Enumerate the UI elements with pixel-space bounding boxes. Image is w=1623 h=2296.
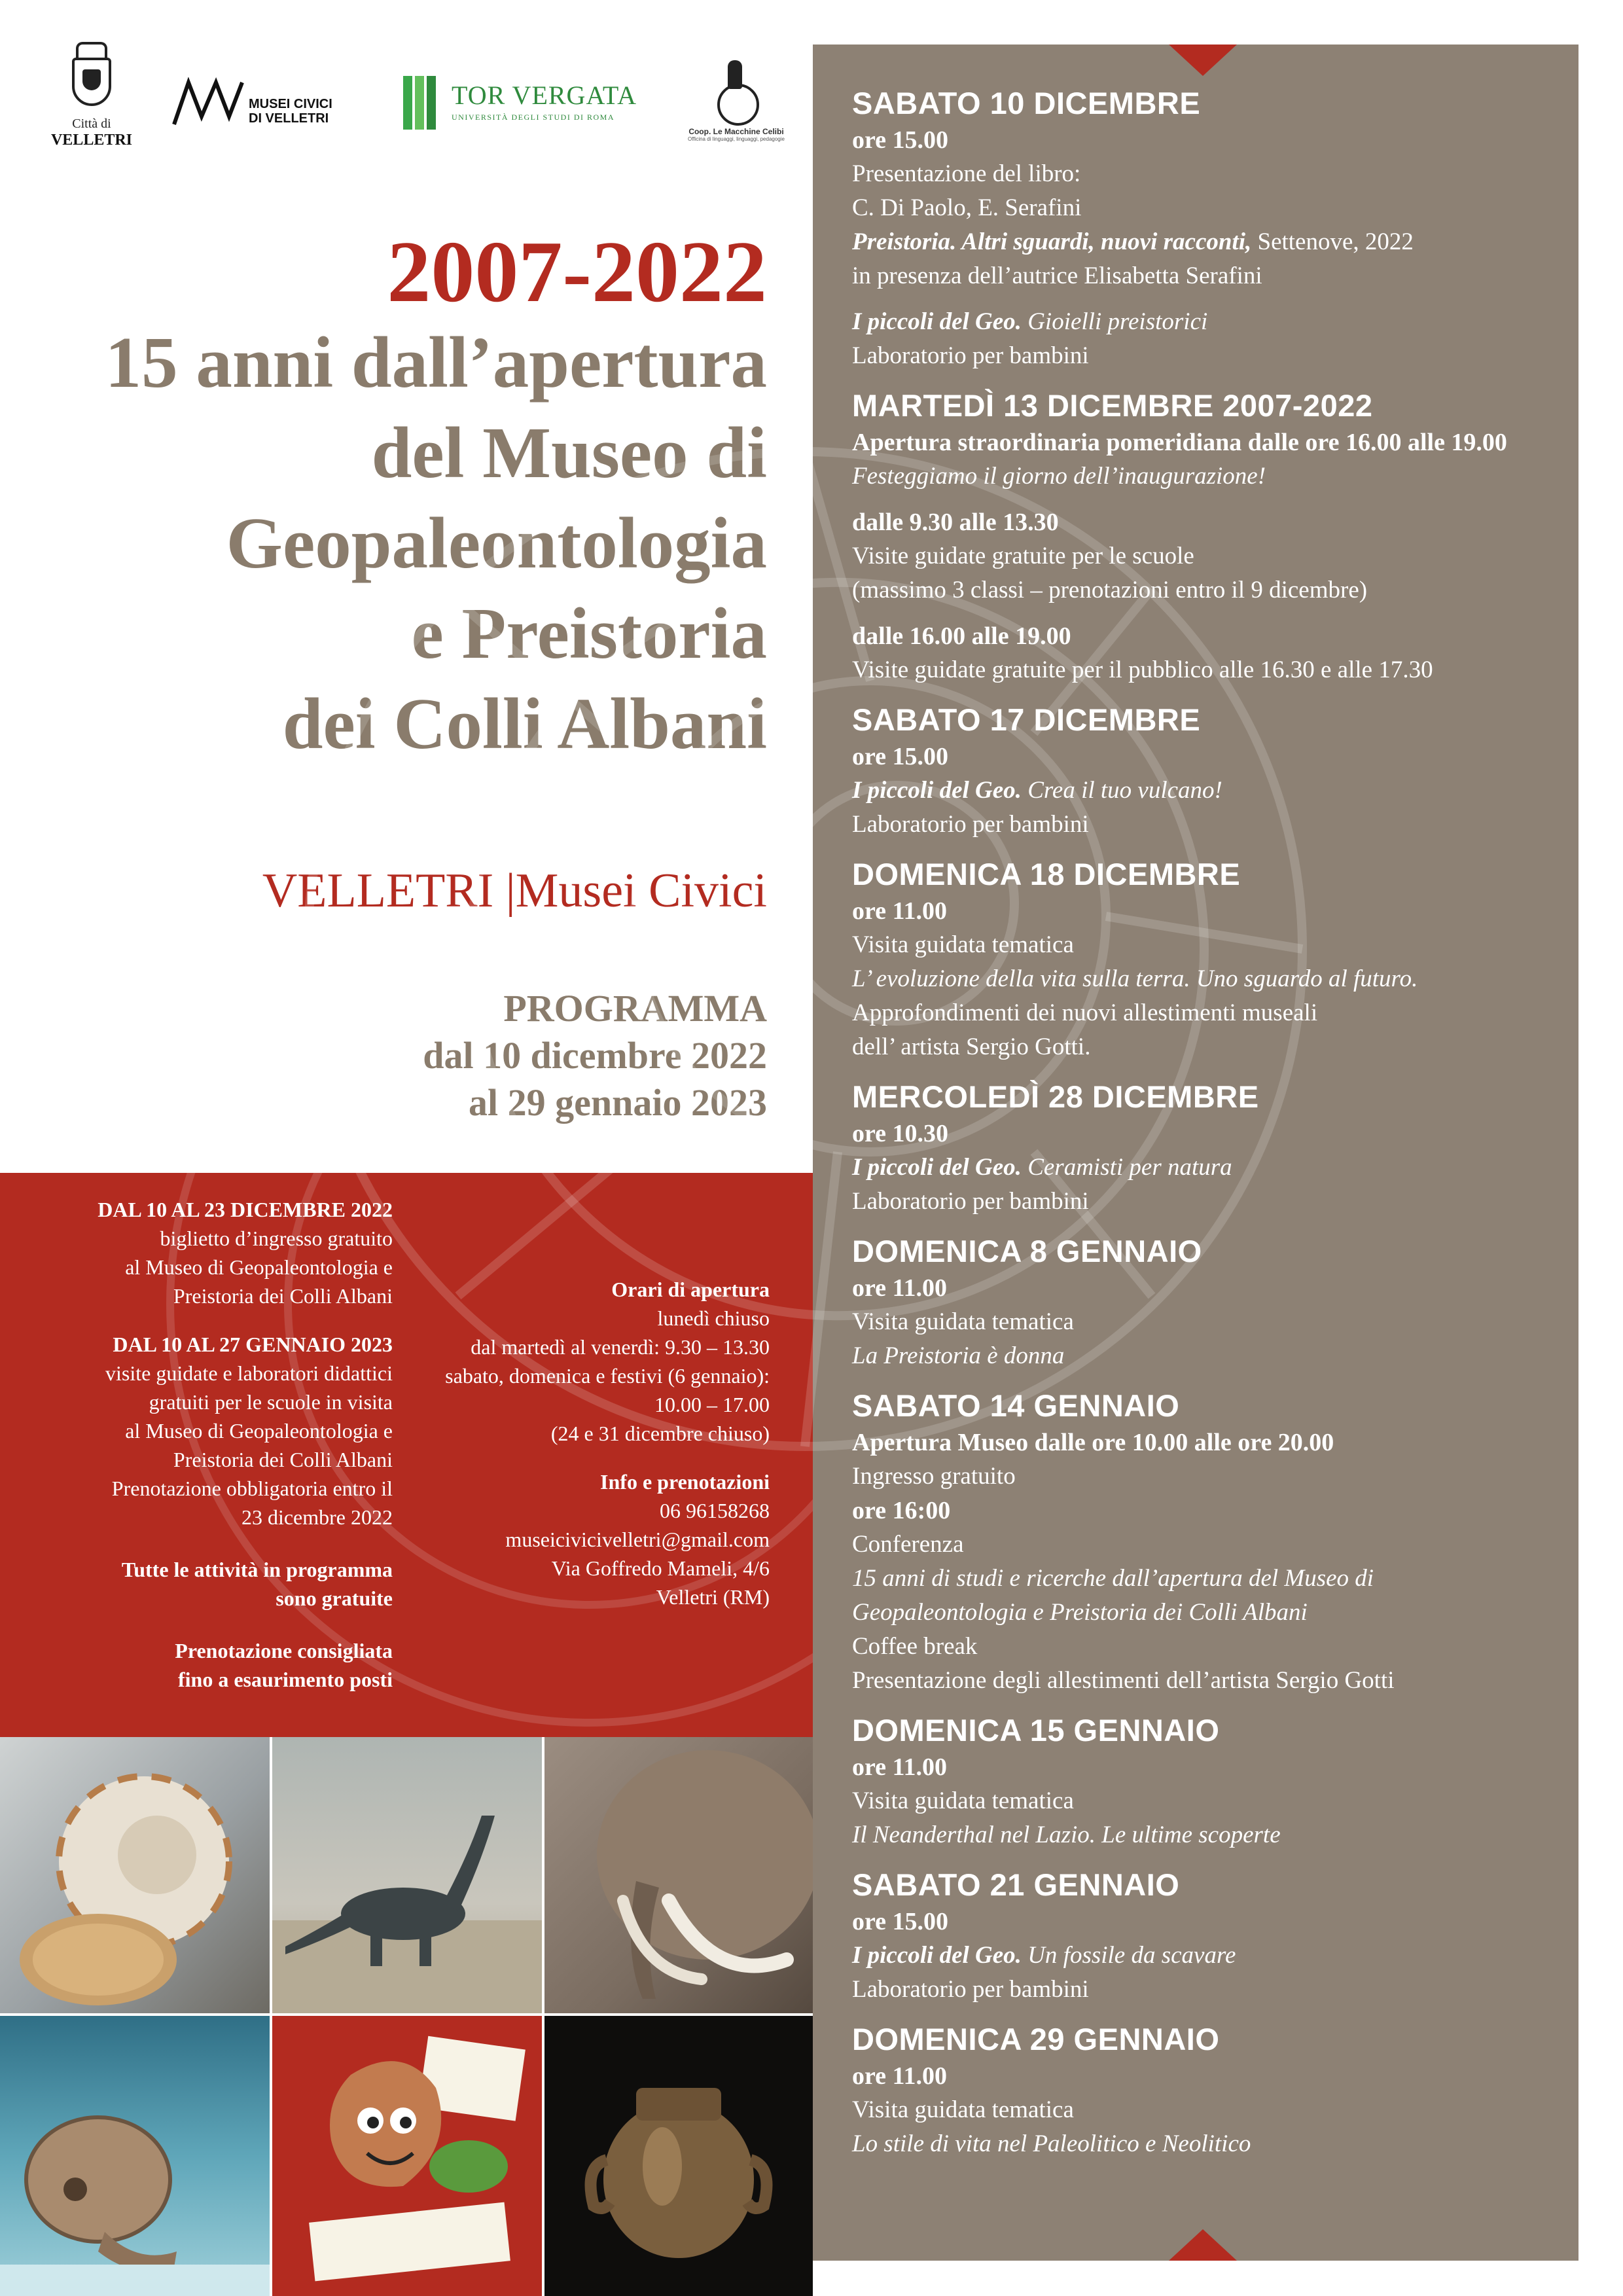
velletri-logo-line1: Città di <box>72 117 111 131</box>
hours-line: 10.00 – 17.00 <box>654 1393 770 1416</box>
logo-bar <box>0 0 812 196</box>
programma-label: PROGRAMMA <box>503 987 767 1030</box>
skull-photo <box>0 2016 270 2296</box>
info-line: Prenotazione obbligatoria entro il <box>111 1477 393 1500</box>
free-entry-title: DAL 10 AL 23 DICEMBRE 2022 <box>98 1198 393 1221</box>
free-activities-note: sono gratuite <box>276 1587 393 1610</box>
title-line-5: dei Colli Albani <box>282 684 767 764</box>
notch-top-icon <box>1169 45 1237 76</box>
tor-vergata-title: TOR VERGATA <box>452 81 637 110</box>
event-date: DOMENICA 15 GENNAIO <box>852 1713 1220 1748</box>
mascot-illustration <box>272 2016 542 2296</box>
ancient-vase-photo <box>544 2016 813 2296</box>
events-list <box>852 84 1572 2174</box>
dinosaur-model-photo <box>272 1737 542 2013</box>
coop-logo-line2: Officina di linguaggi, linguaggi, pedagogie <box>688 136 785 142</box>
event-time: ore 15.00 <box>852 743 949 770</box>
mammoth-model-photo <box>544 1737 813 2013</box>
event-line <box>852 1939 1572 1973</box>
title-line-1: 15 anni dall’apertura <box>105 323 767 403</box>
event-line <box>852 1151 1572 1185</box>
info-line: gratuiti per le scuole in visita <box>149 1390 393 1414</box>
book-publisher: Settenove, 2022 <box>1251 228 1414 255</box>
tor-vergata-mark-icon <box>403 76 438 130</box>
event-highlight: Apertura Museo dalle ore 10.00 alle ore 20.00 <box>852 1429 1334 1456</box>
title-line-3: Geopaleontologia <box>226 503 767 584</box>
title-line-4: e Preistoria <box>411 594 767 674</box>
hours-title: Orari di apertura <box>611 1278 770 1301</box>
free-activities-note: Tutte le attività in programma <box>121 1558 393 1581</box>
hours-line: lunedì chiuso <box>657 1306 770 1330</box>
event-item <box>852 1077 1572 1219</box>
event-line: Visita guidata tematica <box>852 2096 1074 2123</box>
event-line: Visite guidate gratuite per le scuole <box>852 543 1194 569</box>
event-time: dalle 9.30 alle 13.30 <box>852 509 1059 536</box>
info-line: al Museo di Geopaleontologia e <box>125 1419 393 1443</box>
event-line: Laboratorio per bambini <box>852 342 1089 369</box>
event-date: SABATO 17 DICEMBRE <box>852 702 1201 737</box>
event-line: Festeggiamo il giorno dell’inaugurazione! <box>852 463 1266 490</box>
event-series: I piccoli del Geo. <box>852 1154 1022 1181</box>
programma-to: al 29 gennaio 2023 <box>469 1081 767 1124</box>
info-line: Preistoria dei Colli Albani <box>173 1284 393 1308</box>
event-date: SABATO 21 GENNAIO <box>852 1867 1180 1902</box>
event-time: ore 10.30 <box>852 1120 949 1147</box>
event-highlight: Apertura straordinaria pomeridiana dalle ore 16.00 alle 19.00 <box>852 429 1507 456</box>
event-line: 15 anni di studi e ricerche dall’apertura del Museo di <box>852 1565 1374 1592</box>
event-line: Laboratorio per bambini <box>852 811 1089 838</box>
event-date: SABATO 14 GENNAIO <box>852 1388 1180 1423</box>
event-subject: Gioielli preistorici <box>1021 308 1208 335</box>
info-right <box>393 1275 770 1611</box>
event-time: ore 11.00 <box>852 1753 947 1781</box>
event-date: DOMENICA 8 GENNAIO <box>852 1234 1202 1268</box>
event-item <box>852 1232 1572 1373</box>
hours-line: dal martedì al venerdì: 9.30 – 13.30 <box>471 1335 770 1359</box>
booking-note: Prenotazione consigliata <box>175 1639 393 1662</box>
event-subject: Crea il tuo vulcano! <box>1021 777 1222 804</box>
info-line: Preistoria dei Colli Albani <box>173 1448 393 1471</box>
unicycle-icon <box>713 58 759 123</box>
event-line: Conferenza <box>852 1531 964 1558</box>
event-line: Visita guidata tematica <box>852 1787 1074 1814</box>
title-block <box>26 223 767 769</box>
event-time: ore 15.00 <box>852 126 949 154</box>
event-date: DOMENICA 18 DICEMBRE <box>852 857 1241 891</box>
event-line: C. Di Paolo, E. Serafini <box>852 194 1082 221</box>
event-date: DOMENICA 29 GENNAIO <box>852 2022 1220 2056</box>
crest-icon <box>67 39 116 111</box>
event-item <box>852 84 1572 373</box>
contact-phone: 06 96158268 <box>660 1499 770 1522</box>
event-line: Presentazione del libro: <box>852 160 1081 187</box>
event-series: I piccoli del Geo. <box>852 308 1022 335</box>
event-line: in presenza dell’autrice Elisabetta Serafini <box>852 262 1262 289</box>
event-line: La Preistoria è donna <box>852 1342 1065 1369</box>
hours-line: (24 e 31 dicembre chiuso) <box>550 1422 770 1445</box>
event-subject: Ceramisti per natura <box>1021 1154 1232 1181</box>
title-years: 2007-2022 <box>387 223 767 320</box>
info-line: biglietto d’ingresso gratuito <box>160 1227 393 1250</box>
book-title: Preistoria. Altri sguardi, nuovi racconti, <box>852 228 1252 255</box>
event-line: L’ evoluzione della vita sulla terra. Uno sguardo al futuro. <box>852 965 1418 992</box>
hours-line: sabato, domenica e festivi (6 gennaio): <box>445 1364 770 1388</box>
event-line: Approfondimenti dei nuovi allestimenti museali <box>852 999 1318 1026</box>
event-time: ore 15.00 <box>852 1908 949 1935</box>
event-line: Coffee break <box>852 1633 978 1660</box>
event-item <box>852 855 1572 1064</box>
title-line-2: del Museo di <box>371 413 767 493</box>
musei-logo-line2: DI VELLETRI <box>249 111 329 126</box>
event-time: ore 11.00 <box>852 897 947 925</box>
event-item <box>852 2020 1572 2161</box>
coop-logo-line1: Coop. Le Macchine Celibi <box>688 127 784 136</box>
contact-city: Velletri (RM) <box>656 1585 770 1609</box>
info-line: al Museo di Geopaleontologia e <box>125 1255 393 1279</box>
contact-title: Info e prenotazioni <box>600 1470 770 1494</box>
musei-logo-line1: MUSEI CIVICI <box>249 97 332 111</box>
nautilus-photo <box>0 1737 270 2013</box>
booking-note: fino a esaurimento posti <box>178 1668 393 1691</box>
velletri-logo-line2: VELLETRI <box>50 132 133 149</box>
event-item <box>852 700 1572 842</box>
velletri-logo <box>49 39 134 149</box>
event-line: Visita guidata tematica <box>852 931 1074 958</box>
programma-block <box>26 985 767 1126</box>
photo-grid <box>0 1737 813 2296</box>
event-line: Visita guidata tematica <box>852 1308 1074 1335</box>
coop-logo <box>687 58 785 142</box>
event-time: dalle 16.00 alle 19.00 <box>852 622 1071 650</box>
info-left <box>26 1195 393 1694</box>
musei-mark-icon <box>171 77 245 130</box>
event-line <box>852 774 1572 808</box>
event-date: MARTEDÌ 13 DICEMBRE 2007-2022 <box>852 388 1373 423</box>
event-item <box>852 386 1572 687</box>
event-line: Lo stile di vita nel Paleolitico e Neolitico <box>852 2130 1251 2157</box>
musei-civici-logo <box>171 77 355 130</box>
event-subject: Un fossile da scavare <box>1021 1942 1236 1969</box>
tor-vergata-logo <box>403 73 639 132</box>
event-time: ore 11.00 <box>852 2062 947 2090</box>
event-line <box>852 225 1572 259</box>
event-line: (massimo 3 classi – prenotazioni entro il 9 dicembre) <box>852 577 1368 603</box>
event-line: Ingresso gratuito <box>852 1463 1016 1490</box>
event-line <box>852 305 1572 339</box>
contact-email: museicivicivelletri@gmail.com <box>505 1528 770 1551</box>
event-date: SABATO 10 DICEMBRE <box>852 86 1201 120</box>
info-band <box>0 1173 813 1737</box>
event-line: Visite guidate gratuite per il pubblico alle 16.30 e alle 17.30 <box>852 656 1433 683</box>
notch-bottom-icon <box>1169 2229 1237 2261</box>
event-series: I piccoli del Geo. <box>852 777 1022 804</box>
event-line: Presentazione degli allestimenti dell’artista Sergio Gotti <box>852 1667 1395 1694</box>
event-date: MERCOLEDÌ 28 DICEMBRE <box>852 1079 1259 1114</box>
info-line: visite guidate e laboratori didattici <box>105 1361 393 1385</box>
event-item <box>852 1386 1572 1698</box>
info-line: 23 dicembre 2022 <box>241 1505 393 1529</box>
event-line: Laboratorio per bambini <box>852 1188 1089 1215</box>
event-line: Il Neanderthal nel Lazio. Le ultime scoperte <box>852 1821 1281 1848</box>
event-line: Geopaleontologia e Preistoria dei Colli Albani <box>852 1599 1308 1626</box>
programma-from: dal 10 dicembre 2022 <box>423 1034 767 1077</box>
event-item <box>852 1865 1572 2007</box>
event-line: Laboratorio per bambini <box>852 1976 1089 2003</box>
event-time: ore 16:00 <box>852 1497 951 1524</box>
contact-address: Via Goffredo Mameli, 4/6 <box>551 1556 770 1580</box>
event-line: dell’ artista Sergio Gotti. <box>852 1033 1091 1060</box>
event-time: ore 11.00 <box>852 1274 947 1302</box>
event-item <box>852 1711 1572 1852</box>
tor-vergata-subtitle: UNIVERSITÀ DEGLI STUDI DI ROMA <box>452 113 615 122</box>
venue-title: VELLETRI |Musei Civici <box>262 864 767 918</box>
schools-title: DAL 10 AL 27 GENNAIO 2023 <box>113 1333 393 1356</box>
event-series: I piccoli del Geo. <box>852 1942 1022 1969</box>
